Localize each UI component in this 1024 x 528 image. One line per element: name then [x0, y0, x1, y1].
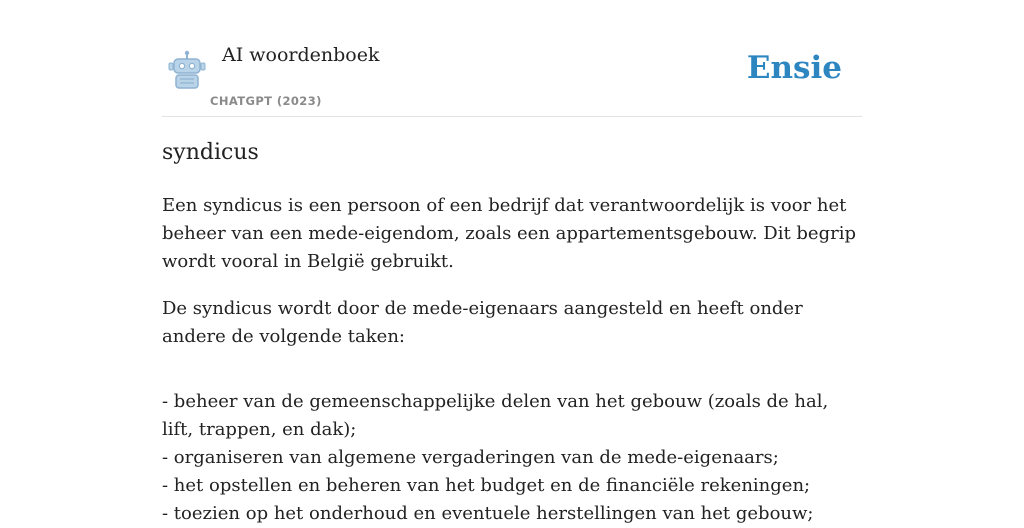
entry-definition	[162, 192, 862, 528]
task-list	[162, 388, 862, 528]
source-title[interactable]: AI woordenboek	[222, 44, 380, 66]
task-list-item: - beheer van de gemeenschappelijke delen van het gebouw (zoals de hal, lift, trappen, en dak);	[162, 391, 829, 440]
task-list-item: - het opstellen en beheren van het budget en de financiële rekeningen;	[162, 475, 811, 496]
robot-icon	[166, 50, 208, 90]
task-list-item: - toezien op het onderhoud en eventuele herstellingen van het gebouw;	[162, 503, 814, 524]
ensie-logo-link[interactable]: Ensie	[746, 50, 842, 86]
source-subtitle: CHATGPT (2023)	[210, 94, 322, 108]
task-list-item: - organiseren van algemene vergaderingen van de mede-eigenaars;	[162, 447, 779, 468]
definition-paragraph: De syndicus wordt door de mede-eigenaars aangesteld en heeft onder andere de volgende taken:	[162, 298, 803, 347]
source-header	[162, 0, 862, 117]
definition-paragraph: Een syndicus is een persoon of een bedrijf dat verantwoordelijk is voor het beheer van een mede-eigendom, zoals een appartementsgebouw. Dit begrip wordt vooral in België gebruikt.	[162, 195, 856, 272]
entry-term: syndicus	[162, 140, 259, 165]
